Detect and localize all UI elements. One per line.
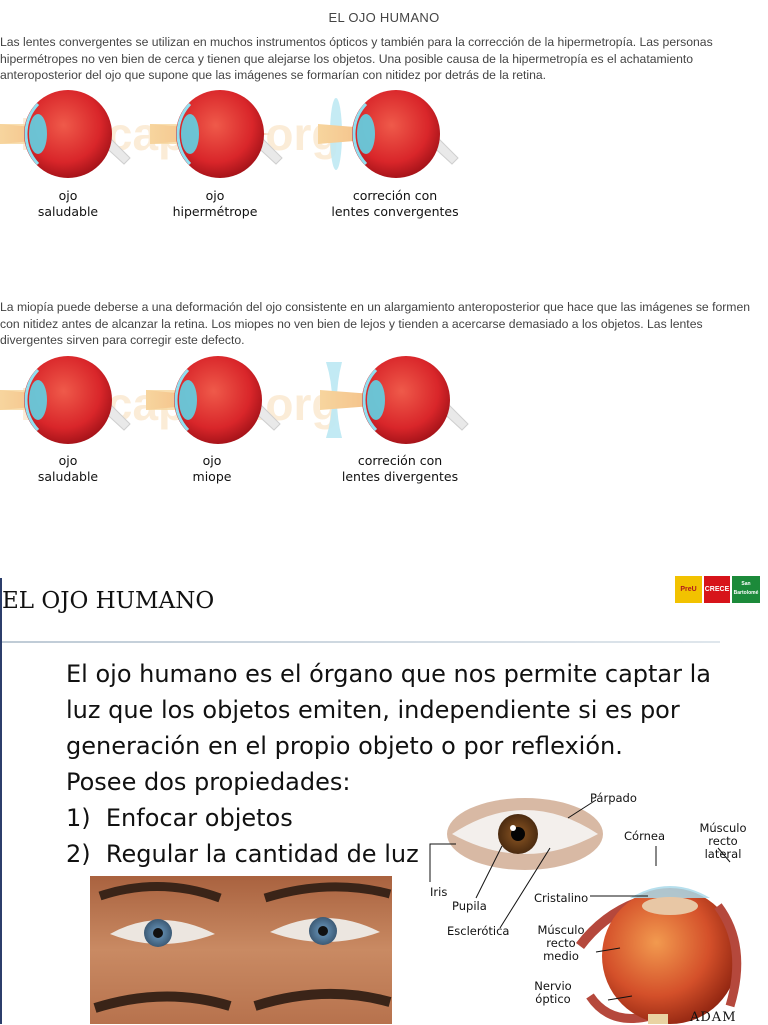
caption-line: lentes convergentes bbox=[331, 204, 459, 219]
caption-line: saludable bbox=[37, 204, 99, 219]
caption-line: correción con bbox=[352, 188, 438, 203]
label-musculo-recto-lateral: Músculo recto lateral bbox=[699, 821, 747, 861]
slide-line: Posee dos propiedades: bbox=[66, 768, 351, 796]
eye-saludable-1 bbox=[0, 90, 130, 178]
label-iris: Iris bbox=[430, 885, 448, 899]
caption-correccion-divergente bbox=[330, 453, 470, 485]
eye-correccion-convergente bbox=[318, 90, 458, 178]
logo-preu: PreU bbox=[675, 576, 702, 603]
caption-line: ojo bbox=[58, 453, 78, 468]
paragraph-hypermetropia: Las lentes convergentes se utilizan en muchos instrumentos ópticos y también para la corrección de la hipermetropía. Las personas hipermétropes no ven bien de cerca y tienen que alejarse los objetos. Una posible causa de la hipermetropía es el achatamiento anteroposterior del ojo que supone que las imágenes se formarían con nitidez por detrás de la retina. bbox=[0, 35, 713, 82]
logo-san-bartolome: San Bartolomé bbox=[732, 576, 760, 603]
label-parpado: Párpado bbox=[590, 791, 637, 805]
caption-line: ojo bbox=[205, 188, 225, 203]
label-esclerotica: Esclerótica bbox=[447, 924, 510, 938]
caption-saludable-2 bbox=[18, 453, 118, 485]
label-pupila: Pupila bbox=[452, 899, 487, 913]
eyes-photo bbox=[90, 876, 392, 1024]
label-adam-brand: ADAM bbox=[690, 1010, 737, 1025]
label-cornea: Córnea bbox=[624, 829, 666, 843]
document-title: EL OJO HUMANO bbox=[328, 10, 440, 25]
caption-hipermetrope bbox=[160, 188, 270, 220]
caption-line: miope bbox=[192, 469, 232, 484]
caption-correccion-convergente bbox=[320, 188, 470, 220]
caption-line: ojo bbox=[58, 188, 78, 203]
paragraph-miopia: La miopía puede deberse a una deformación del ojo consistente en un alargamiento anteroposterior que hace que las imágenes se formen con nitidez antes de alcanzar la retina. Los miopes no ven bien de lejos y tienden a acercarse demasiado a los objetos. Las lentes divergentes sirven para corregir este defecto. bbox=[0, 300, 751, 347]
label-musculo-recto-medio: Músculo recto medio bbox=[537, 923, 585, 963]
caption-line: correción con bbox=[357, 453, 443, 468]
slide-line: El ojo humano es el órgano que nos permite captar la bbox=[66, 660, 711, 688]
slide-title-divider bbox=[2, 641, 720, 643]
slide-line: generación en el propio objeto o por reflexión. bbox=[66, 732, 623, 760]
caption-miope bbox=[162, 453, 262, 485]
slide-line: luz que los objetos emiten, independiente si es por bbox=[66, 696, 680, 724]
logo-crece: CRECE bbox=[704, 576, 730, 603]
eye-miope bbox=[146, 356, 280, 444]
eye-hipermetrope bbox=[150, 90, 282, 178]
slide-list-item: 2) Regular la cantidad de luz bbox=[66, 840, 419, 868]
caption-saludable-1 bbox=[18, 188, 118, 220]
label-nervio-optico: Nervio óptico bbox=[534, 979, 572, 1006]
caption-line: hipermétrope bbox=[172, 204, 258, 219]
eye-saludable-2 bbox=[0, 356, 130, 444]
slide-title: EL OJO HUMANO bbox=[2, 588, 215, 614]
caption-line: ojo bbox=[202, 453, 222, 468]
caption-line: lentes divergentes bbox=[341, 469, 459, 484]
eye-correccion-divergente bbox=[320, 356, 468, 444]
slide-left-rule bbox=[0, 578, 2, 1024]
label-cristalino: Cristalino bbox=[534, 891, 589, 905]
slide-list-item: 1) Enfocar objetos bbox=[66, 804, 293, 832]
caption-line: saludable bbox=[37, 469, 99, 484]
